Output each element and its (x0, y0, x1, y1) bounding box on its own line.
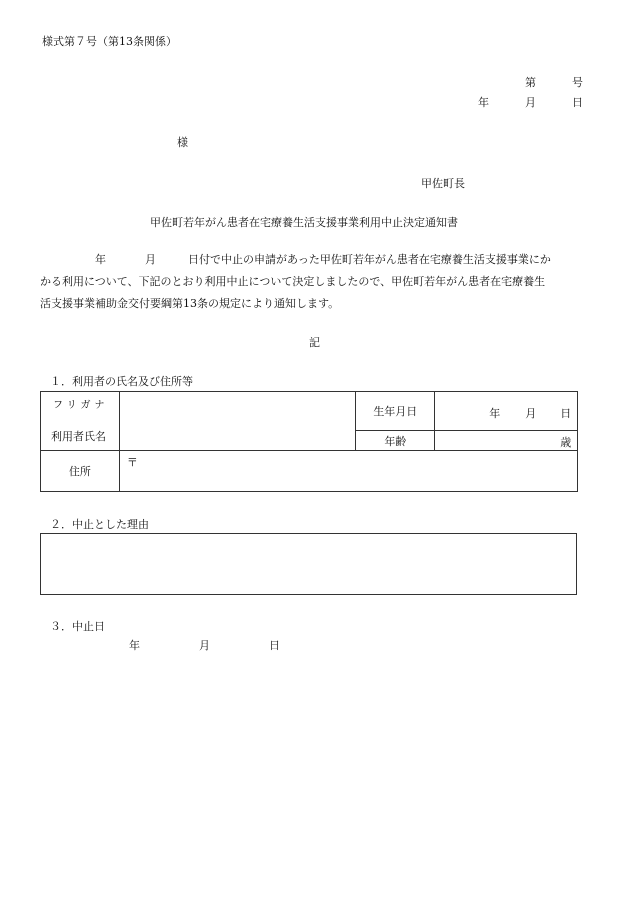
addressee-suffix: 様 (177, 136, 188, 149)
name-label-cell (41, 392, 120, 451)
issue-date-year: 年 (478, 96, 489, 109)
address-label-cell (41, 451, 120, 492)
birth-year: 年 (489, 407, 501, 420)
user-info-table (40, 391, 578, 492)
body-line3: 活支援事業補助金交付要綱第13条の規定により通知します。 (40, 297, 340, 310)
section2-heading: ２．中止とした理由 (50, 518, 149, 531)
birthdate-label: 生年月日 (373, 405, 418, 418)
address-value-cell[interactable] (119, 451, 577, 492)
age-unit: 歳 (560, 436, 572, 449)
furigana-label: フリガナ (53, 400, 109, 411)
name-value-cell[interactable] (119, 392, 356, 451)
doc-number-dai: 第 (525, 76, 536, 89)
age-label-cell (356, 431, 435, 451)
age-value-cell[interactable] (435, 431, 578, 451)
ki-mark: 記 (309, 336, 320, 349)
name-label: 利用者氏名 (51, 430, 106, 443)
age-label: 年齢 (384, 434, 407, 448)
section1-heading: １．利用者の氏名及び住所等 (50, 375, 193, 388)
body-line2: かる利用について、下記のとおり利用中止について決定しましたので、甲佐町若年がん患者在宅療養生 (40, 275, 546, 288)
body-line1: 日付で中止の申請があった甲佐町若年がん患者在宅療養生活支援事業にか (188, 253, 551, 266)
birthdate-value-cell[interactable] (435, 392, 578, 431)
body-year: 年 (95, 253, 106, 266)
stop-date-month: 月 (199, 639, 210, 652)
birth-day: 日 (560, 407, 572, 420)
issuer: 甲佐町長 (421, 177, 465, 190)
address-label: 住所 (68, 465, 91, 478)
stop-date-day: 日 (269, 639, 280, 652)
stop-date-year: 年 (129, 639, 140, 652)
doc-number-go: 号 (572, 76, 583, 89)
document-title: 甲佐町若年がん患者在宅療養生活支援事業利用中止決定通知書 (150, 216, 458, 229)
body-month: 月 (145, 253, 156, 266)
issue-date-month: 月 (525, 96, 536, 109)
reason-box[interactable] (40, 533, 577, 595)
birth-month: 月 (525, 407, 537, 420)
birthdate-label-cell (356, 392, 435, 431)
form-label: 様式第７号（第13条関係） (42, 35, 177, 48)
postal-mark: 〒 (126, 456, 138, 469)
body-paragraph (40, 249, 585, 315)
section3-heading: ３．中止日 (50, 620, 105, 633)
issue-date-day: 日 (572, 96, 583, 109)
